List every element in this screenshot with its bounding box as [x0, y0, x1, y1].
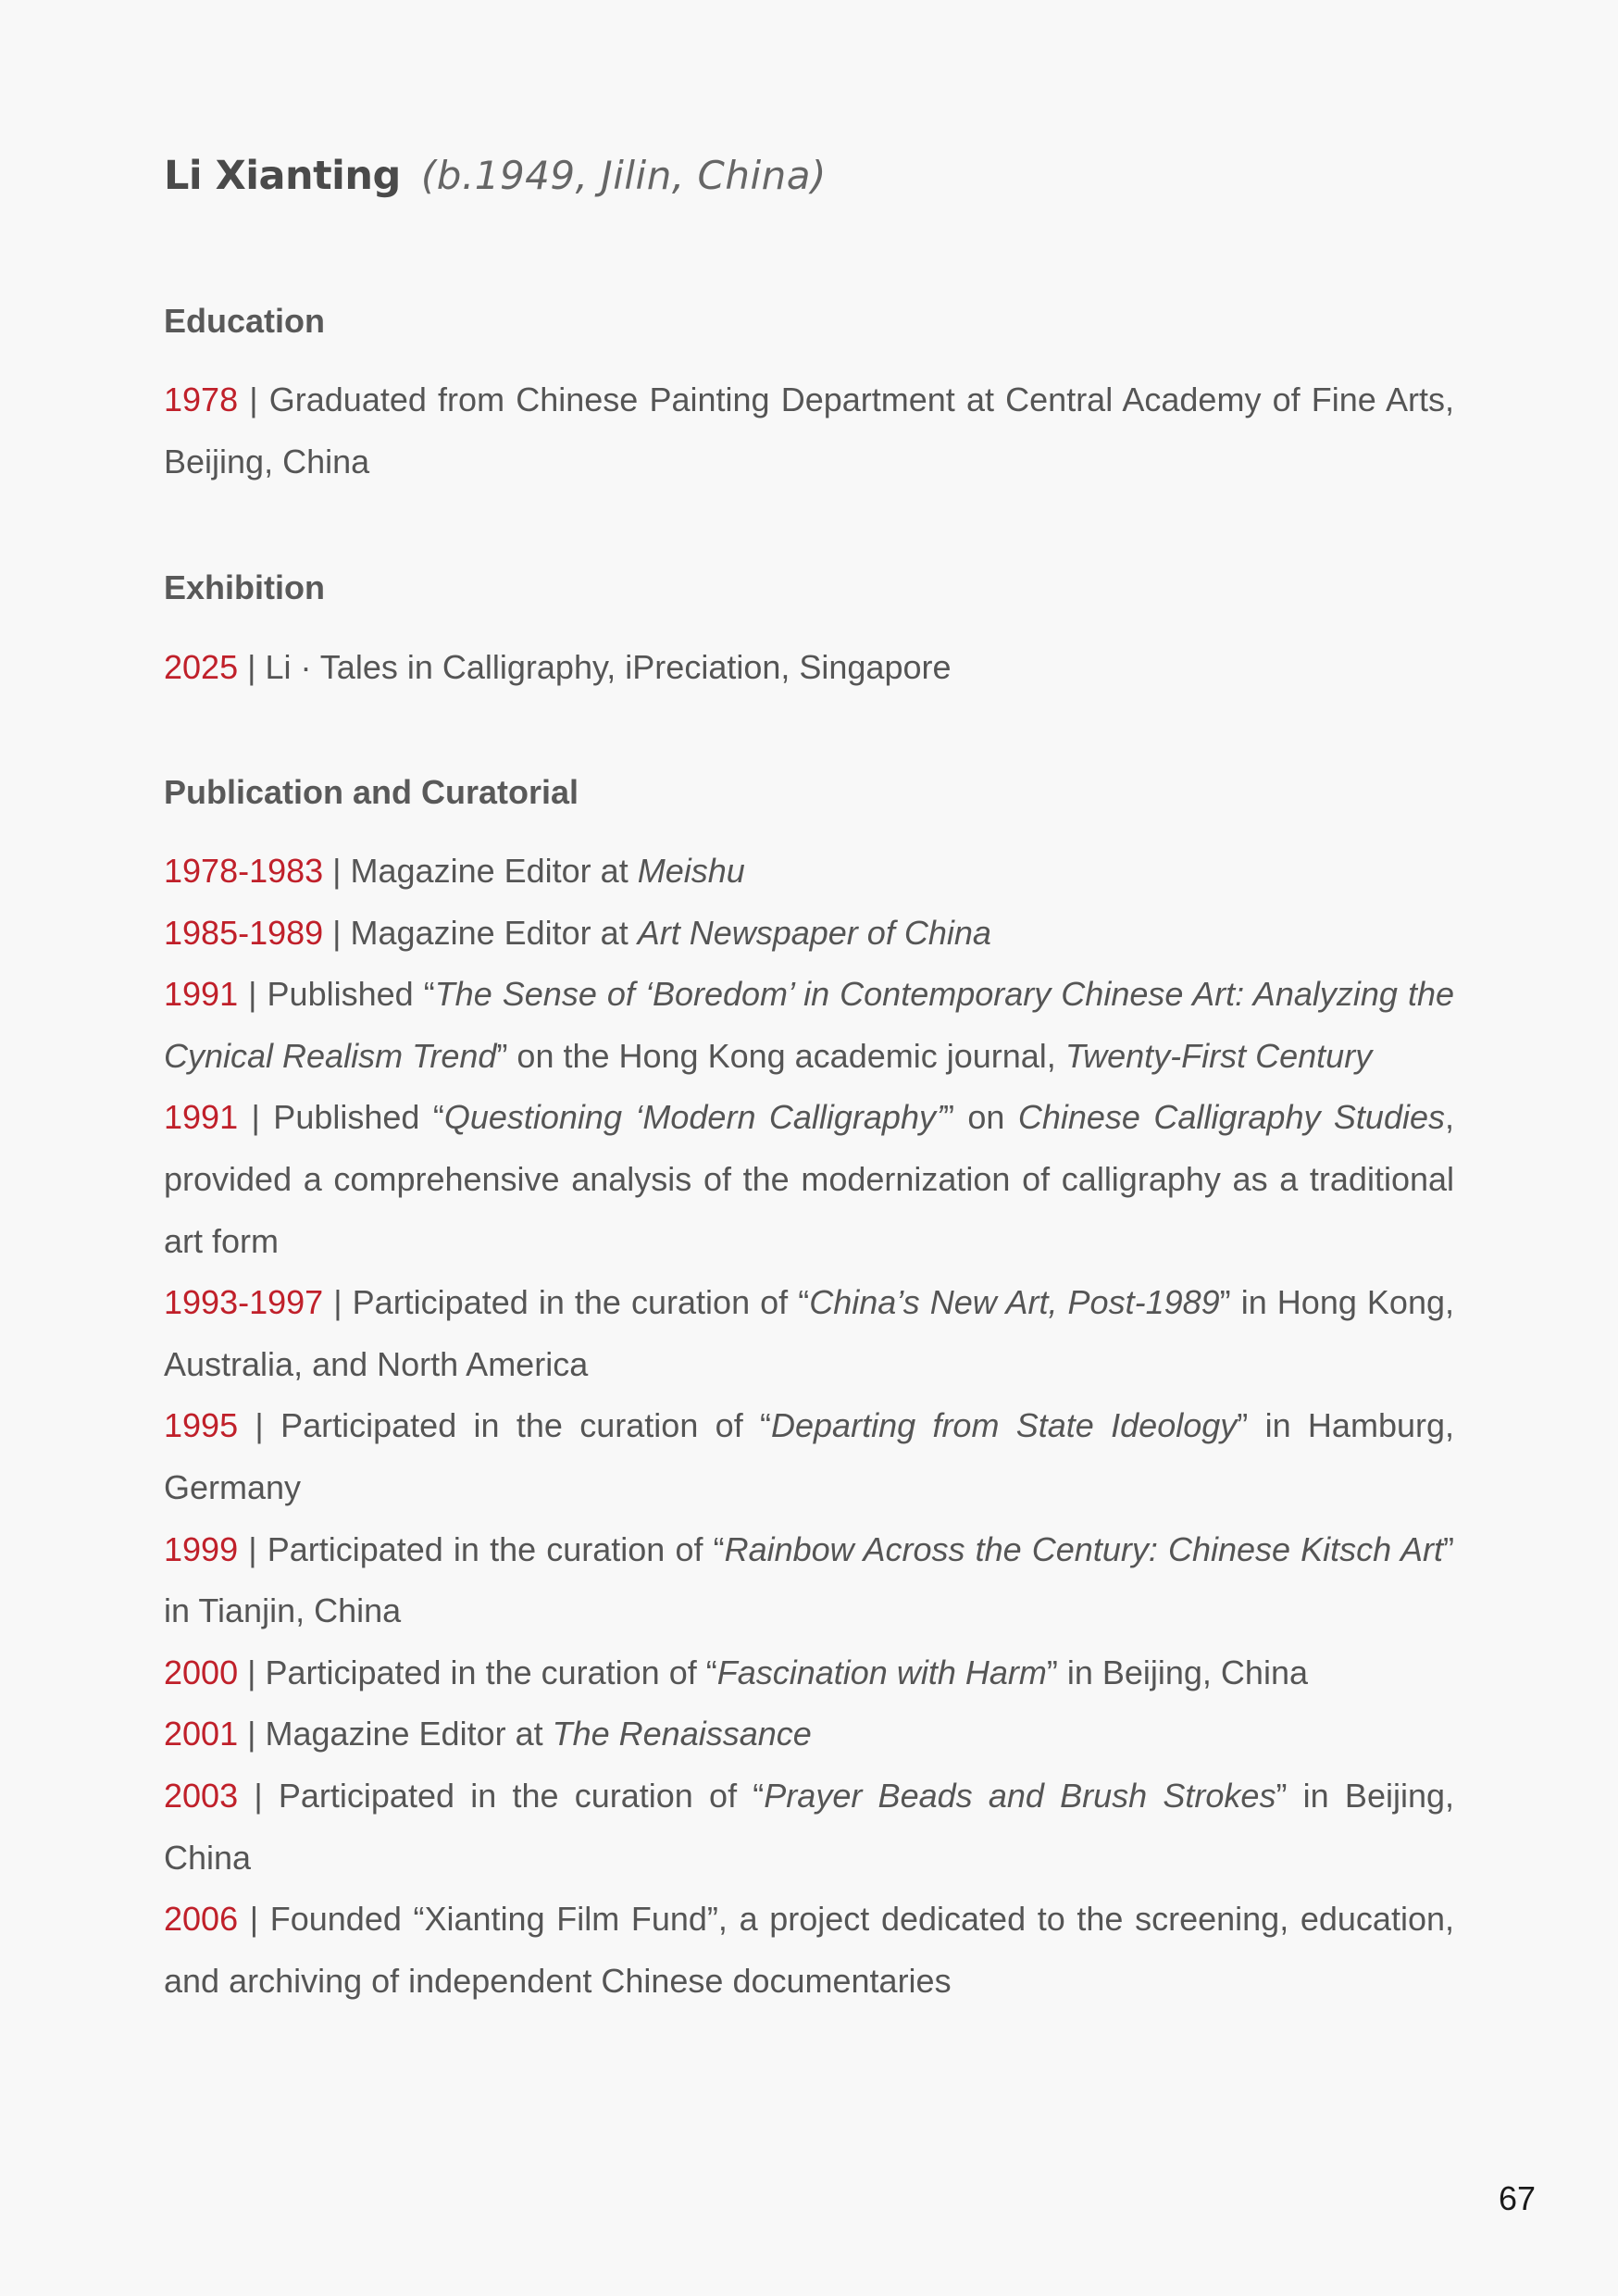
publication-entry — [164, 903, 1454, 965]
entry-text: ” in Hamburg, Germany — [164, 1406, 1454, 1506]
entry-year: 1993-1997 — [164, 1283, 324, 1322]
artist-name: Li Xianting — [164, 153, 401, 199]
entry-text: | Participated in the curation of “ — [238, 1529, 725, 1568]
publication-entry — [164, 1766, 1454, 1889]
entry-title: Meishu — [637, 852, 745, 890]
entry-text: | Published “ — [238, 1098, 444, 1137]
entry-journal: Twenty-First Century — [1064, 1036, 1373, 1075]
education-heading: Education — [164, 302, 326, 340]
entry-title: Questioning ‘Modern Calligraphy’ — [443, 1098, 943, 1137]
entry-text: | Participated in the curation of “ — [238, 1653, 717, 1691]
entry-text: | Li · Tales in Calligraphy, iPreciation, Singapore — [238, 648, 952, 686]
entry-title: The Renaissance — [552, 1715, 812, 1753]
entry-year: 1978 — [164, 381, 239, 418]
publication-entry — [164, 1087, 1454, 1272]
entry-title: Departing from State Ideology — [771, 1406, 1238, 1445]
entry-year: 2001 — [164, 1715, 239, 1753]
publication-entry — [164, 1519, 1454, 1642]
entry-year: 2003 — [164, 1776, 239, 1815]
entry-year: 2006 — [164, 1900, 239, 1939]
publication-entry — [164, 1703, 1454, 1766]
entry-year: 1999 — [164, 1529, 239, 1568]
entry-text: | Magazine Editor at — [323, 913, 638, 952]
publication-entry — [164, 1642, 1454, 1704]
education-list — [164, 369, 1454, 493]
entry-text: ” in Tianjin, China — [164, 1529, 1454, 1630]
entry-text: | Magazine Editor at — [238, 1715, 553, 1753]
entry-text: | Published “ — [238, 975, 435, 1014]
publication-list — [164, 841, 1454, 2012]
entry-text: | Graduated from Chinese Painting Department at Central Academy of Fine Arts, Beijing, China — [164, 381, 1454, 480]
entry-text: ” in Hong Kong, Australia, and North America — [164, 1283, 1455, 1383]
entry-title: Prayer Beads and Brush Strokes — [764, 1776, 1276, 1815]
entry-text: ” in Beijing, China — [1046, 1653, 1308, 1691]
entry-text: ” on — [942, 1098, 1018, 1137]
entry-text: | Founded “Xianting Film Fund”, a project dedicated to the screening, education, and archiving of independent Chinese documentaries — [164, 1900, 1454, 2000]
entry-text: | Participated in the curation of “ — [323, 1283, 810, 1322]
entry-text: ” in Beijing, China — [164, 1776, 1454, 1877]
entry-title: Fascination with Harm — [716, 1653, 1047, 1691]
entry-title: China’s New Art, Post-1989 — [809, 1283, 1220, 1322]
entry-text: , provided a comprehensive analysis of the modernization of calligraphy as a traditional art form — [164, 1098, 1454, 1260]
page-number: 67 — [1499, 2179, 1537, 2217]
entry-year: 1995 — [164, 1406, 239, 1445]
exhibition-entry — [164, 637, 1454, 699]
entry-text: | Magazine Editor at — [323, 852, 638, 890]
exhibition-heading: Exhibition — [164, 568, 325, 606]
entry-title: The Sense of ‘Boredom’ in Contemporary Chinese Art: Analyzing the Cynical Realism Trend — [164, 975, 1454, 1075]
entry-year: 1991 — [164, 975, 239, 1014]
publication-entry — [164, 964, 1454, 1087]
entry-text: | Participated in the curation of “ — [238, 1406, 772, 1445]
entry-year: 2025 — [164, 648, 239, 686]
entry-year: 1978-1983 — [164, 852, 324, 890]
artist-birth-info: (b.1949, Jilin, China) — [420, 153, 827, 198]
entry-title: Art Newspaper of China — [637, 913, 991, 952]
entry-year: 2000 — [164, 1653, 239, 1691]
exhibition-list — [164, 637, 1454, 699]
entry-year: 1991 — [164, 1098, 239, 1137]
entry-year: 1985-1989 — [164, 913, 324, 952]
entry-title: Rainbow Across the Century: Chinese Kitsch Art — [724, 1529, 1443, 1568]
publication-entry — [164, 1889, 1454, 2012]
publication-entry — [164, 1272, 1454, 1395]
artist-header — [164, 153, 827, 199]
education-entry — [164, 369, 1454, 493]
entry-journal: Chinese Calligraphy Studies — [1017, 1098, 1445, 1137]
publication-entry — [164, 1395, 1454, 1518]
entry-text: ” on the Hong Kong academic journal, — [496, 1036, 1065, 1075]
entry-text: | Participated in the curation of “ — [238, 1776, 765, 1815]
publication-entry — [164, 841, 1454, 903]
publication-heading: Publication and Curatorial — [164, 773, 579, 811]
